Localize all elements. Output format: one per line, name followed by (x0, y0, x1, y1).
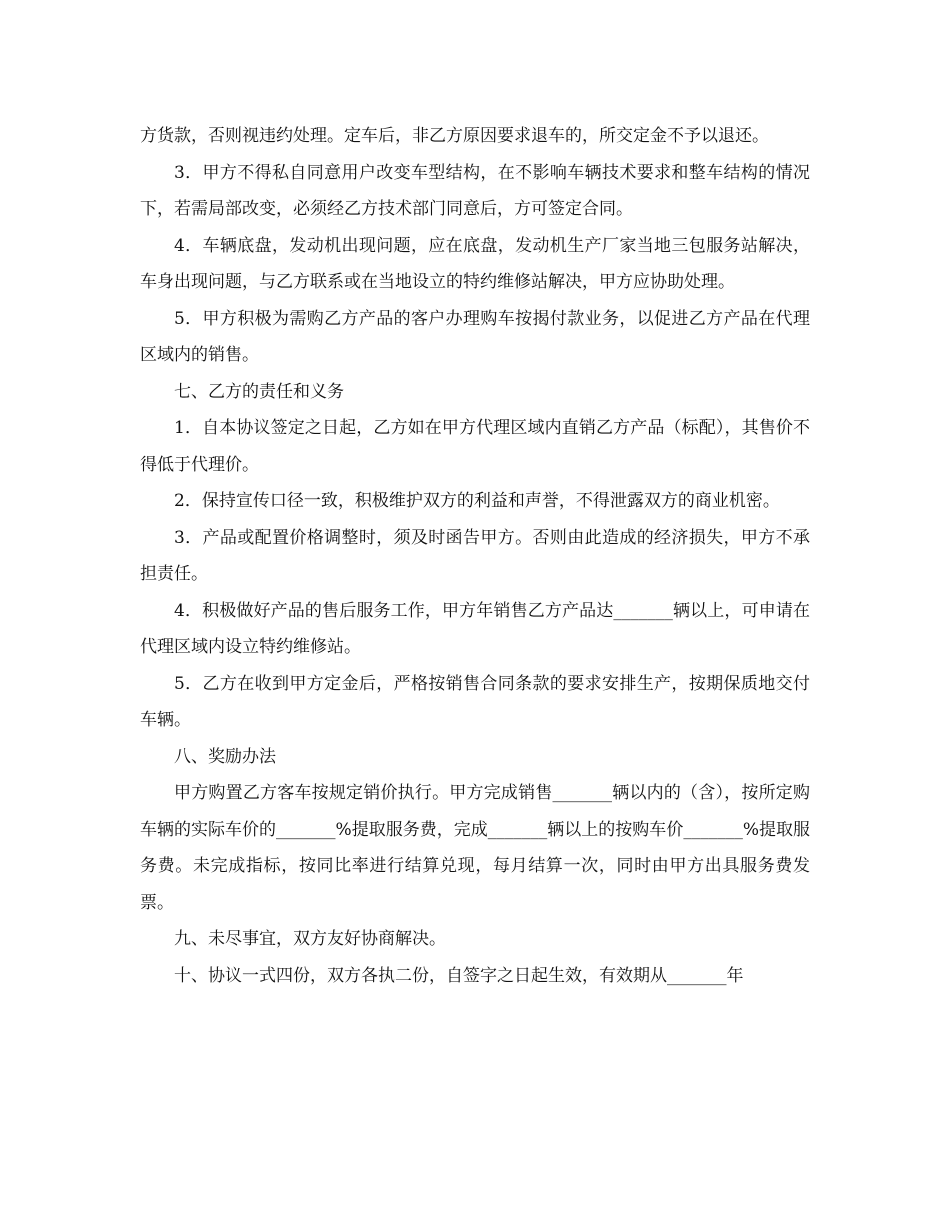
clause-6-4: 4．车辆底盘，发动机出现问题，应在底盘，发动机生产厂家当地三包服务站解决，车身出现问题，与乙方联系或在当地设立的特约维修站解决，甲方应协助处理。 (140, 235, 810, 292)
clause-6-5: 5．甲方积极为需购乙方产品的客户办理购车按揭付款业务，以促进乙方产品在代理区域内的销售。 (140, 308, 810, 365)
section-10: 十、协议一式四份，双方各执二份，自签字之日起生效，有效期从_______年 (174, 965, 744, 986)
section-9: 九、未尽事宜，双方友好协商解决。 (174, 929, 446, 949)
clause-7-4: 4．积极做好产品的售后服务工作，甲方年销售乙方产品达_______辆以上，可申请在代理区域内设立特约维修站。 (140, 600, 810, 657)
clause-7-5: 5．乙方在收到甲方定金后，严格按销售合同条款的要求安排生产，按期保质地交付车辆。 (140, 673, 810, 730)
clause-7-3: 3．产品或配置价格调整时，须及时函告甲方。否则由此造成的经济损失，甲方不承担责任。 (140, 527, 810, 584)
section-8-body: 甲方购置乙方客车按规定销价执行。甲方完成销售_______辆以内的（含），按所定购车辆的实际车价的_______%提取服务费，完成_______辆以上的按购车价_______%提取服务费。未完成指标，按同比率进行结算兑现，每月结算一次，同时由甲方出具服务费发票。 (140, 783, 810, 913)
clause-7-1: 1．自本协议签定之日起，乙方如在甲方代理区域内直销乙方产品（标配），其售价不得低于代理价。 (140, 418, 810, 475)
clause-6-3: 3．甲方不得私自同意用户改变车型结构，在不影响车辆技术要求和整车结构的情况下，若需局部改变，必须经乙方技术部门同意后，方可签定合同。 (140, 162, 810, 219)
section-7-heading: 七、乙方的责任和义务 (174, 381, 344, 402)
section-8-heading: 八、奖励办法 (174, 746, 276, 767)
paragraph-continuation: 方货款，否则视违约处理。定车后，非乙方原因要求退车的，所交定金不予以退还。 (140, 126, 769, 146)
clause-7-2: 2．保持宣传口径一致，积极维护双方的利益和声誉，不得泄露双方的商业机密。 (174, 491, 780, 511)
document-body (140, 118, 810, 994)
